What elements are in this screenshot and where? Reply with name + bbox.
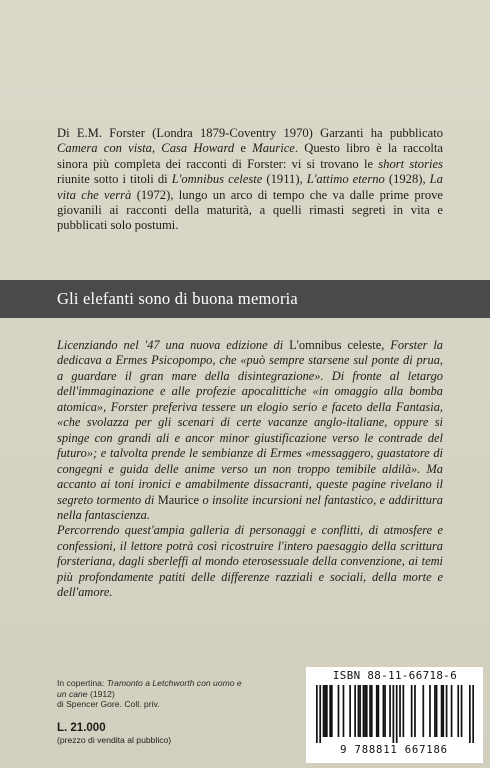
barcode-label [306,667,483,763]
barcode-bar [354,685,356,737]
title-omnibus-celeste-upright: L'omnibus celeste [289,338,382,352]
barcode-bar [434,685,436,737]
intro-text: riunite sotto i titoli di [57,172,172,187]
barcode-bar [376,685,378,737]
credit-year: (1912) [87,688,115,699]
barcode-bar [324,685,326,737]
intro-text: e [234,141,253,156]
barcode-bar [364,685,366,737]
barcode-bar [359,685,361,737]
barcode-bar [411,685,413,737]
barcode-bar [389,685,391,737]
barcode-bar [457,685,459,737]
credit-artist: di Spencer Gore. Coll. priv. [57,699,160,710]
price-value: L. 21.000 [57,722,106,734]
isbn-number: ISBN 88-11-66718-6 [332,669,458,682]
barcode-bar [383,685,385,737]
barcode-bar [402,685,404,737]
barcode-bar [329,685,331,737]
title-camera-con-vista: Camera con vista [57,141,152,156]
barcode-bar [384,685,386,737]
barcode-bar [472,685,474,743]
barcode-bar [369,685,371,737]
barcode-bar [396,685,398,743]
price-block [57,722,171,746]
barcode-bar [349,685,351,737]
barcode-bar [446,685,448,737]
barcode-bar [429,685,431,737]
intro-text: (1911), [262,172,307,187]
barcode-bar [319,685,321,743]
credit-artwork-title: Tramonto a Letchworth con uomo e un cane [57,678,242,699]
price-note: (prezzo di vendita al pubblico) [57,735,172,745]
barcode-bar [441,685,443,737]
barcode-bar [316,685,318,743]
title-maurice-upright: Maurice [157,492,199,507]
intro-paragraph [57,126,443,234]
barcode-bar [338,685,340,737]
blurb-paragraph-2: Percorrendo quest'ampia galleria di personaggi e conflitti, di atmosfere e confessioni, il lettore potrà così ricostruire l'intero paesaggio della scrittura forsteriana, dagli sberleffi al mondo eterosessuale della convenzione, ai temi più profondamente patiti delle differenze razziali e sociali, della morte e dell'amore. [57,523,443,600]
intro-text: . Questo libro è la raccolta sinora più completa dei racconti di Forster: vi si trovano le [57,141,443,171]
barcode-bar [469,685,471,743]
barcode-bar [461,685,463,737]
barcode-bar [331,685,333,737]
barcode-bar [343,685,345,737]
band-title: Gli elefanti sono di buona memoria [57,289,298,308]
intro-text: (1928), [384,172,430,187]
barcode-bar [422,685,424,737]
blurb-text: Licenziando nel '47 una nuova edizione di [57,338,290,352]
barcode-bar [399,685,401,737]
title-attimo-eterno: L'attimo eterno [306,172,385,187]
barcode-bar [442,685,444,737]
barcode-bar [378,685,380,737]
title-omnibus-celeste: L'omnibus celeste [171,172,263,187]
barcode-bar [414,685,416,737]
barcode-bar [393,685,395,743]
blurb-text: o insolite incursioni nel fantastico, e addirittura nella fantascienza. [57,492,443,522]
term-short-stories: short stories [378,156,443,171]
barcode-bar [451,685,453,737]
barcode-icon [316,685,474,743]
intro-text: Di E.M. Forster (Londra 1879-Coventry 1970) Garzanti ha pubblicato [57,126,443,140]
ean-number: 9 788811 667186 [340,744,448,756]
barcode-bar [323,685,325,737]
intro-text: , [151,141,162,156]
barcode-bar [366,685,368,737]
blurb-paragraph-1 [57,338,443,523]
barcode-bar [363,685,365,737]
barcode-bar [358,685,360,737]
title-casa-howard: Casa Howard [161,141,235,156]
blurb [57,338,443,601]
intro-text: (1972), lungo un arco di tempo che va dalle prime prove giovanili ai racconti della maturità, a quelli rimasti segreti in vita e pubblicati solo postumi. [57,187,444,233]
barcode-bar [326,685,328,737]
barcode-bar [436,685,438,737]
blurb-text: , Forster la dedicava a Ermes Psicopompo, che «può sempre starsene sul ponte di prua, a guardare il gran mare della disintegrazione». Di fronte al letargo dell'immaginazione e alle profezie apocalittiche «in omaggio alla bomba atomica», Forster preferiva tessere un elogio serio e faceto della Fantasia, «che svolazza per gli scenari di certe vacanze anglo-italiane, oppure si spinge con grandi ali e ancor minor giustificazione verso le contrade del futuro»; e talvolta prende le sembianze di Ermes «messaggero, guastatore di congegni e guida delle anime verso un non troppo temibile aldilà». Ma accanto ai toni ironici e amabilmente dissacranti, queste pagine rivelano il segreto tormento di [57,338,443,507]
cover-credit [57,678,247,710]
credit-label: In copertina: [57,678,107,688]
title-vita-che-verra: La vita che verrà [57,172,443,202]
title-band [0,280,490,318]
barcode-bar [371,685,373,737]
title-maurice: Maurice [252,141,295,156]
